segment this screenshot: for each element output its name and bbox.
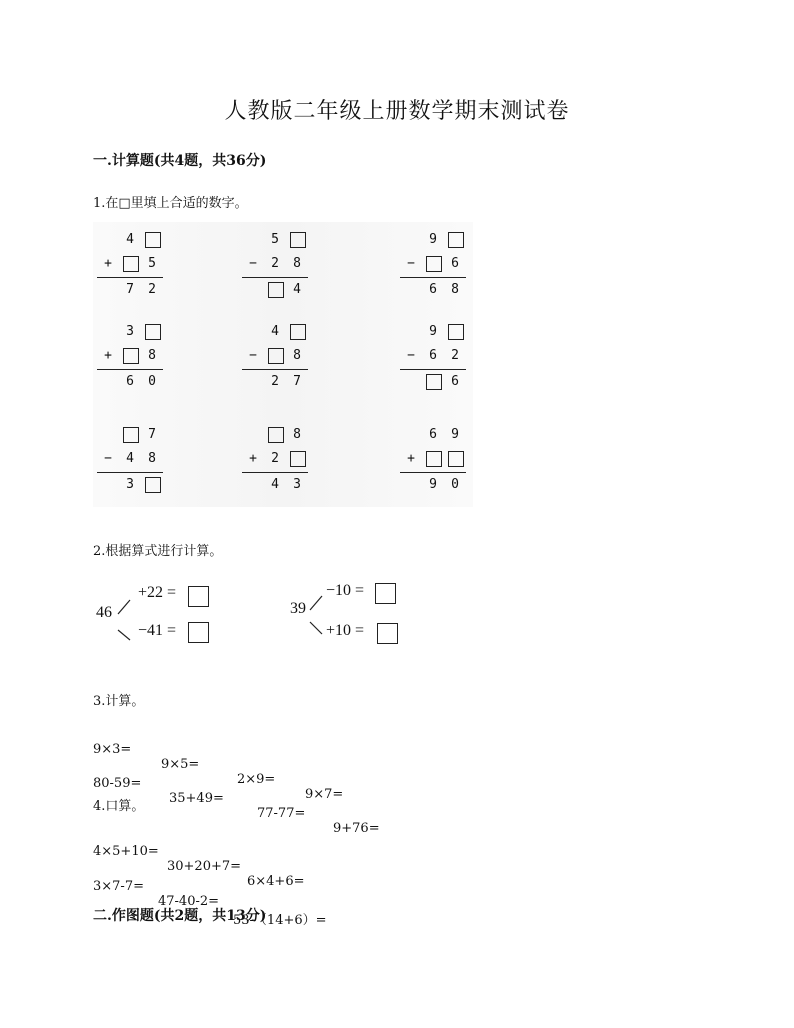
q4-prompt: 4.口算。 xyxy=(93,799,145,814)
vertical-problem xyxy=(97,425,167,501)
branch-upper-expr: −10 = xyxy=(326,582,365,599)
expr: 30+20+7= xyxy=(167,859,242,874)
expr: 3×7-7= xyxy=(93,879,144,894)
digit-row xyxy=(97,346,167,366)
sum-line xyxy=(400,277,466,278)
q3-prompt: 3.计算。 xyxy=(93,694,145,709)
digit: 6 xyxy=(429,348,437,363)
digit-blank-box[interactable] xyxy=(123,348,139,364)
expr: 47-40-2= xyxy=(158,894,220,909)
digit-slot xyxy=(123,254,137,274)
minus-sign: − xyxy=(407,348,415,363)
answer-box[interactable] xyxy=(377,623,398,644)
sum-line xyxy=(97,369,163,370)
digit-slot xyxy=(290,322,304,342)
digit-row xyxy=(97,372,167,392)
digit-row xyxy=(400,475,470,495)
digit: 4 xyxy=(271,324,279,339)
minus-sign: − xyxy=(249,348,257,363)
minus-sign: − xyxy=(104,451,112,466)
digit-slot xyxy=(426,254,440,274)
sum-line xyxy=(242,277,308,278)
branch-lines xyxy=(308,582,326,638)
answer-box[interactable] xyxy=(188,622,209,643)
plus-sign: + xyxy=(249,451,257,466)
digit: 3 xyxy=(126,324,134,339)
digit-row xyxy=(400,280,470,300)
digit-blank-box[interactable] xyxy=(290,324,306,340)
sum-line xyxy=(97,277,163,278)
digit-row xyxy=(242,254,312,274)
q2-prompt: 2.根据算式进行计算。 xyxy=(93,544,223,559)
digit-row xyxy=(400,449,470,469)
minus-sign: − xyxy=(249,256,257,271)
digit: 6 xyxy=(451,374,459,389)
digit: 8 xyxy=(293,427,301,442)
digit-slot xyxy=(145,230,159,250)
digit: 2 xyxy=(451,348,459,363)
digit: 2 xyxy=(271,374,279,389)
digit-row xyxy=(242,449,312,469)
branch-lines xyxy=(116,586,134,642)
expr: 80-59= xyxy=(93,776,142,791)
expr: 6×4+6= xyxy=(247,874,305,889)
expr: 53-（14+6）= xyxy=(233,913,327,928)
digit-row xyxy=(97,230,167,250)
digit: 6 xyxy=(126,374,134,389)
digit-blank-box[interactable] xyxy=(145,324,161,340)
digit-row xyxy=(400,346,470,366)
digit: 3 xyxy=(126,477,134,492)
digit-blank-box[interactable] xyxy=(426,256,442,272)
minus-sign: − xyxy=(407,256,415,271)
digit-slot xyxy=(448,230,462,250)
vertical-problem xyxy=(97,230,167,306)
sum-line xyxy=(242,369,308,370)
digit-blank-box[interactable] xyxy=(268,282,284,298)
digit-slot xyxy=(426,372,440,392)
sum-line xyxy=(400,472,466,473)
digit: 2 xyxy=(148,282,156,297)
digit: 8 xyxy=(148,451,156,466)
digit-row xyxy=(97,449,167,469)
section-1-heading: 一.计算题(共4题，共36分) xyxy=(93,153,267,169)
digit-slot xyxy=(448,322,462,342)
digit-slot xyxy=(426,449,440,469)
digit-row xyxy=(97,475,167,495)
expr: 9+76= xyxy=(333,821,380,836)
vertical-problem xyxy=(97,322,167,398)
sum-line xyxy=(242,472,308,473)
digit: 4 xyxy=(271,477,279,492)
expr: 77-77= xyxy=(257,806,306,821)
digit: 4 xyxy=(293,282,301,297)
digit: 7 xyxy=(148,427,156,442)
digit-slot xyxy=(123,346,137,366)
digit: 4 xyxy=(126,451,134,466)
digit: 2 xyxy=(271,451,279,466)
vertical-problem xyxy=(400,322,470,398)
digit: 9 xyxy=(429,232,437,247)
digit-blank-box[interactable] xyxy=(123,427,139,443)
plus-sign: + xyxy=(104,256,112,271)
plus-sign: + xyxy=(104,348,112,363)
digit-blank-box[interactable] xyxy=(448,451,464,467)
digit-blank-box[interactable] xyxy=(448,324,464,340)
sum-line xyxy=(400,369,466,370)
digit-row xyxy=(97,322,167,342)
digit-row xyxy=(242,425,312,445)
digit-row xyxy=(242,372,312,392)
digit: 0 xyxy=(148,374,156,389)
digit-row xyxy=(400,372,470,392)
digit-slot xyxy=(268,425,282,445)
expr: 9×5= xyxy=(161,757,200,772)
digit: 8 xyxy=(451,282,459,297)
digit-slot xyxy=(290,230,304,250)
branch-group-39 xyxy=(290,578,520,648)
digit-blank-box[interactable] xyxy=(426,374,442,390)
digit: 8 xyxy=(293,256,301,271)
digit: 7 xyxy=(293,374,301,389)
expr: 9×7= xyxy=(305,787,344,802)
vertical-problem xyxy=(400,425,470,501)
vertical-problem xyxy=(242,425,312,501)
vertical-problem xyxy=(242,230,312,306)
digit-blank-box[interactable] xyxy=(290,232,306,248)
expr: 2×9= xyxy=(237,772,276,787)
digit: 2 xyxy=(271,256,279,271)
digit-slot xyxy=(448,449,462,469)
digit-blank-box[interactable] xyxy=(268,427,284,443)
sum-line xyxy=(97,472,163,473)
digit: 8 xyxy=(148,348,156,363)
digit: 5 xyxy=(148,256,156,271)
digit-blank-box[interactable] xyxy=(123,256,139,272)
page-title: 人教版二年级上册数学期末测试卷 xyxy=(224,99,570,124)
vertical-problem xyxy=(400,230,470,306)
digit-blank-box[interactable] xyxy=(145,232,161,248)
q1-prompt: 1.在□里填上合适的数字。 xyxy=(93,196,248,211)
digit-slot xyxy=(290,449,304,469)
expr: 4×5+10= xyxy=(93,844,159,859)
answer-box[interactable] xyxy=(188,586,209,607)
digit-row xyxy=(97,280,167,300)
digit: 6 xyxy=(429,282,437,297)
digit-blank-box[interactable] xyxy=(448,232,464,248)
digit: 0 xyxy=(451,477,459,492)
digit: 4 xyxy=(126,232,134,247)
digit-row xyxy=(400,230,470,250)
digit: 5 xyxy=(271,232,279,247)
digit-row xyxy=(97,254,167,274)
digit-slot xyxy=(268,280,282,300)
digit-slot xyxy=(268,346,282,366)
expr: 9×3= xyxy=(93,742,132,757)
branch-lower-expr: +10 = xyxy=(326,622,365,639)
digit-row xyxy=(400,322,470,342)
digit-row xyxy=(242,280,312,300)
expr: 35+49= xyxy=(169,791,224,806)
digit-row xyxy=(400,425,470,445)
digit: 9 xyxy=(429,477,437,492)
digit-row xyxy=(242,346,312,366)
digit-row xyxy=(242,322,312,342)
branch-lower-expr: −41 = xyxy=(138,622,177,639)
digit: 3 xyxy=(293,477,301,492)
digit-row xyxy=(242,475,312,495)
digit-row xyxy=(400,254,470,274)
digit: 9 xyxy=(451,427,459,442)
branch-start-number: 46 xyxy=(96,604,112,621)
answer-box[interactable] xyxy=(375,583,396,604)
section-2-heading: 二.作图题(共2题，共13分) xyxy=(93,908,267,924)
digit: 7 xyxy=(126,282,134,297)
digit-row xyxy=(242,230,312,250)
branch-start-number: 39 xyxy=(290,600,306,617)
digit-blank-box[interactable] xyxy=(426,451,442,467)
branch-upper-expr: +22 = xyxy=(138,584,177,601)
digit: 8 xyxy=(293,348,301,363)
digit: 6 xyxy=(429,427,437,442)
digit-blank-box[interactable] xyxy=(290,451,306,467)
digit-blank-box[interactable] xyxy=(268,348,284,364)
digit: 6 xyxy=(451,256,459,271)
digit-blank-box[interactable] xyxy=(145,477,161,493)
digit: 9 xyxy=(429,324,437,339)
digit-row xyxy=(97,425,167,445)
digit-slot xyxy=(145,322,159,342)
digit-slot xyxy=(123,425,137,445)
vertical-problem xyxy=(242,322,312,398)
plus-sign: + xyxy=(407,451,415,466)
digit-slot xyxy=(145,475,159,495)
